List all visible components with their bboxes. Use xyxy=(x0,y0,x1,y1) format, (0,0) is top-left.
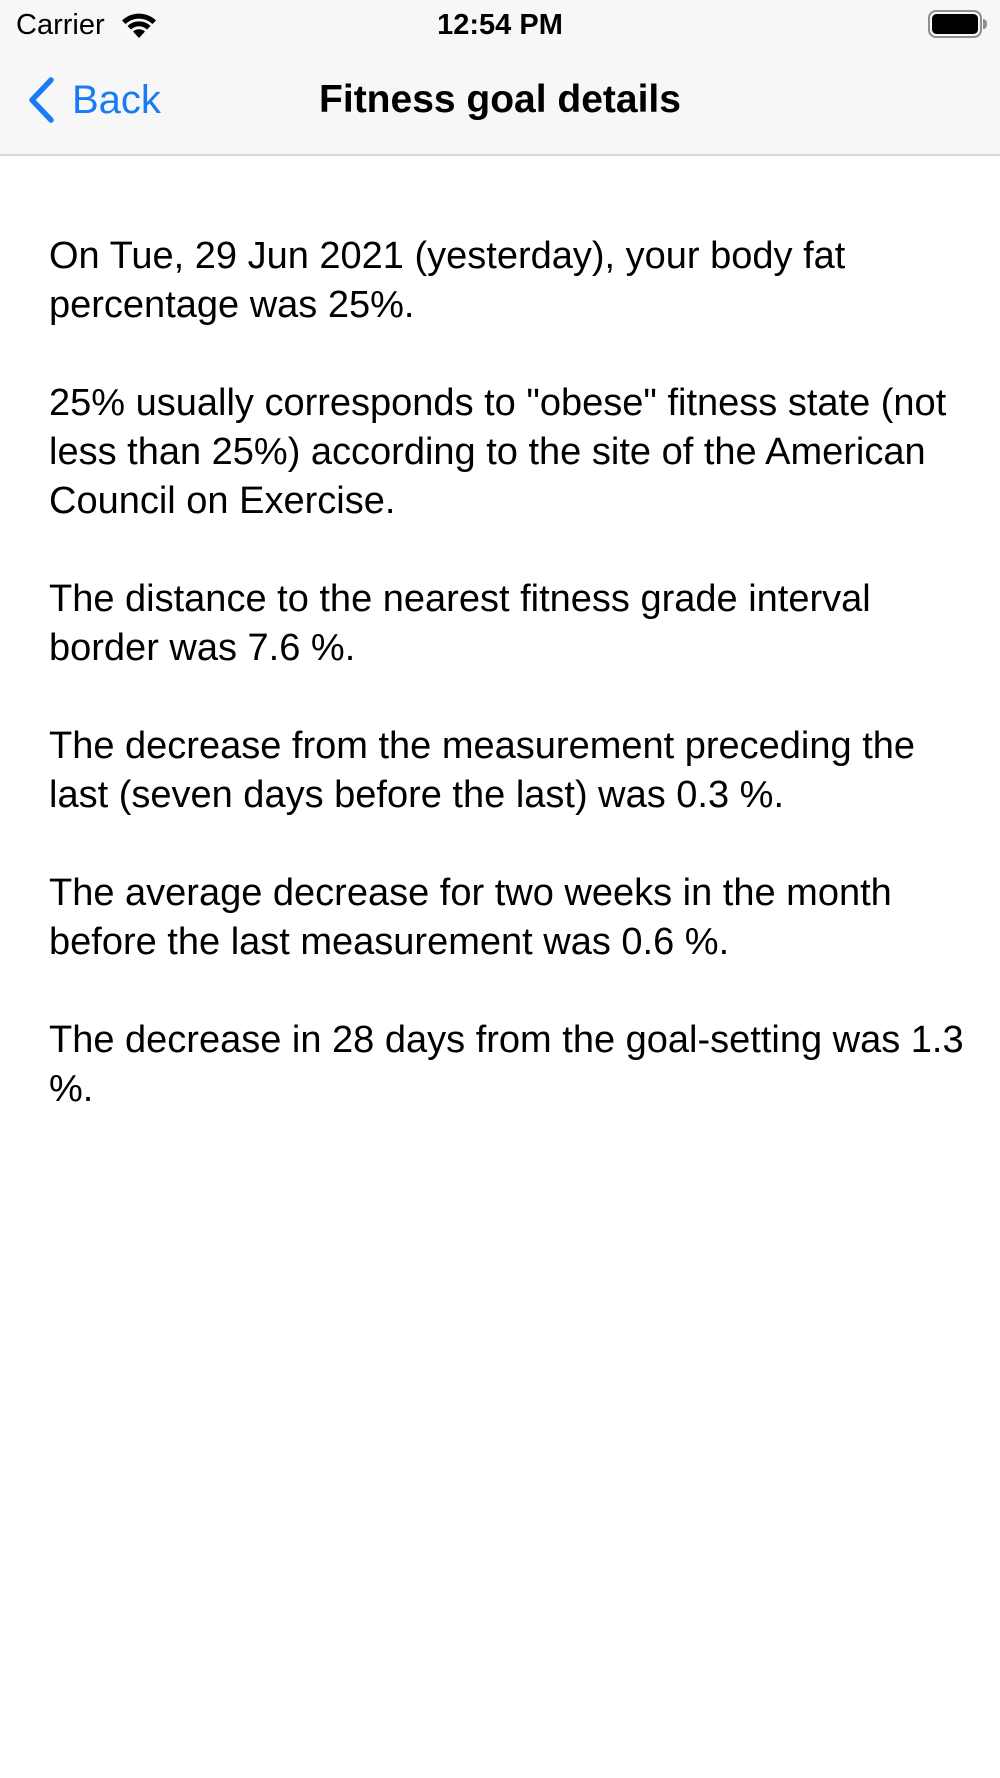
page-title: Fitness goal details xyxy=(319,78,681,121)
detail-paragraph-date: On Tue, 29 Jun 2021 (yesterday), your body fat percentage was 25%. xyxy=(49,235,846,326)
detail-paragraph-goal-decrease: The decrease in 28 days from the goal-setting was 1.3 %. xyxy=(49,1019,964,1110)
detail-paragraph-distance: The distance to the nearest fitness grade interval border was 7.6 %. xyxy=(49,578,871,669)
navigation-bar xyxy=(0,50,1000,154)
detail-paragraph-state: 25% usually corresponds to "obese" fitness state (not less than 25%) according to the site of the American Council on Exercise. xyxy=(49,382,947,522)
status-time: 12:54 PM xyxy=(437,9,563,41)
goal-details-content xyxy=(49,232,979,1163)
status-bar xyxy=(0,0,1000,50)
battery-icon xyxy=(928,10,988,38)
top-bars xyxy=(0,0,1000,156)
carrier-label: Carrier xyxy=(16,9,105,41)
detail-paragraph-average-decrease: The average decrease for two weeks in the month before the last measurement was 0.6 %. xyxy=(49,872,892,963)
detail-paragraph-weekly-decrease: The decrease from the measurement preceding the last (seven days before the last) was 0.3 %. xyxy=(49,725,916,816)
back-button-label: Back xyxy=(72,77,161,122)
